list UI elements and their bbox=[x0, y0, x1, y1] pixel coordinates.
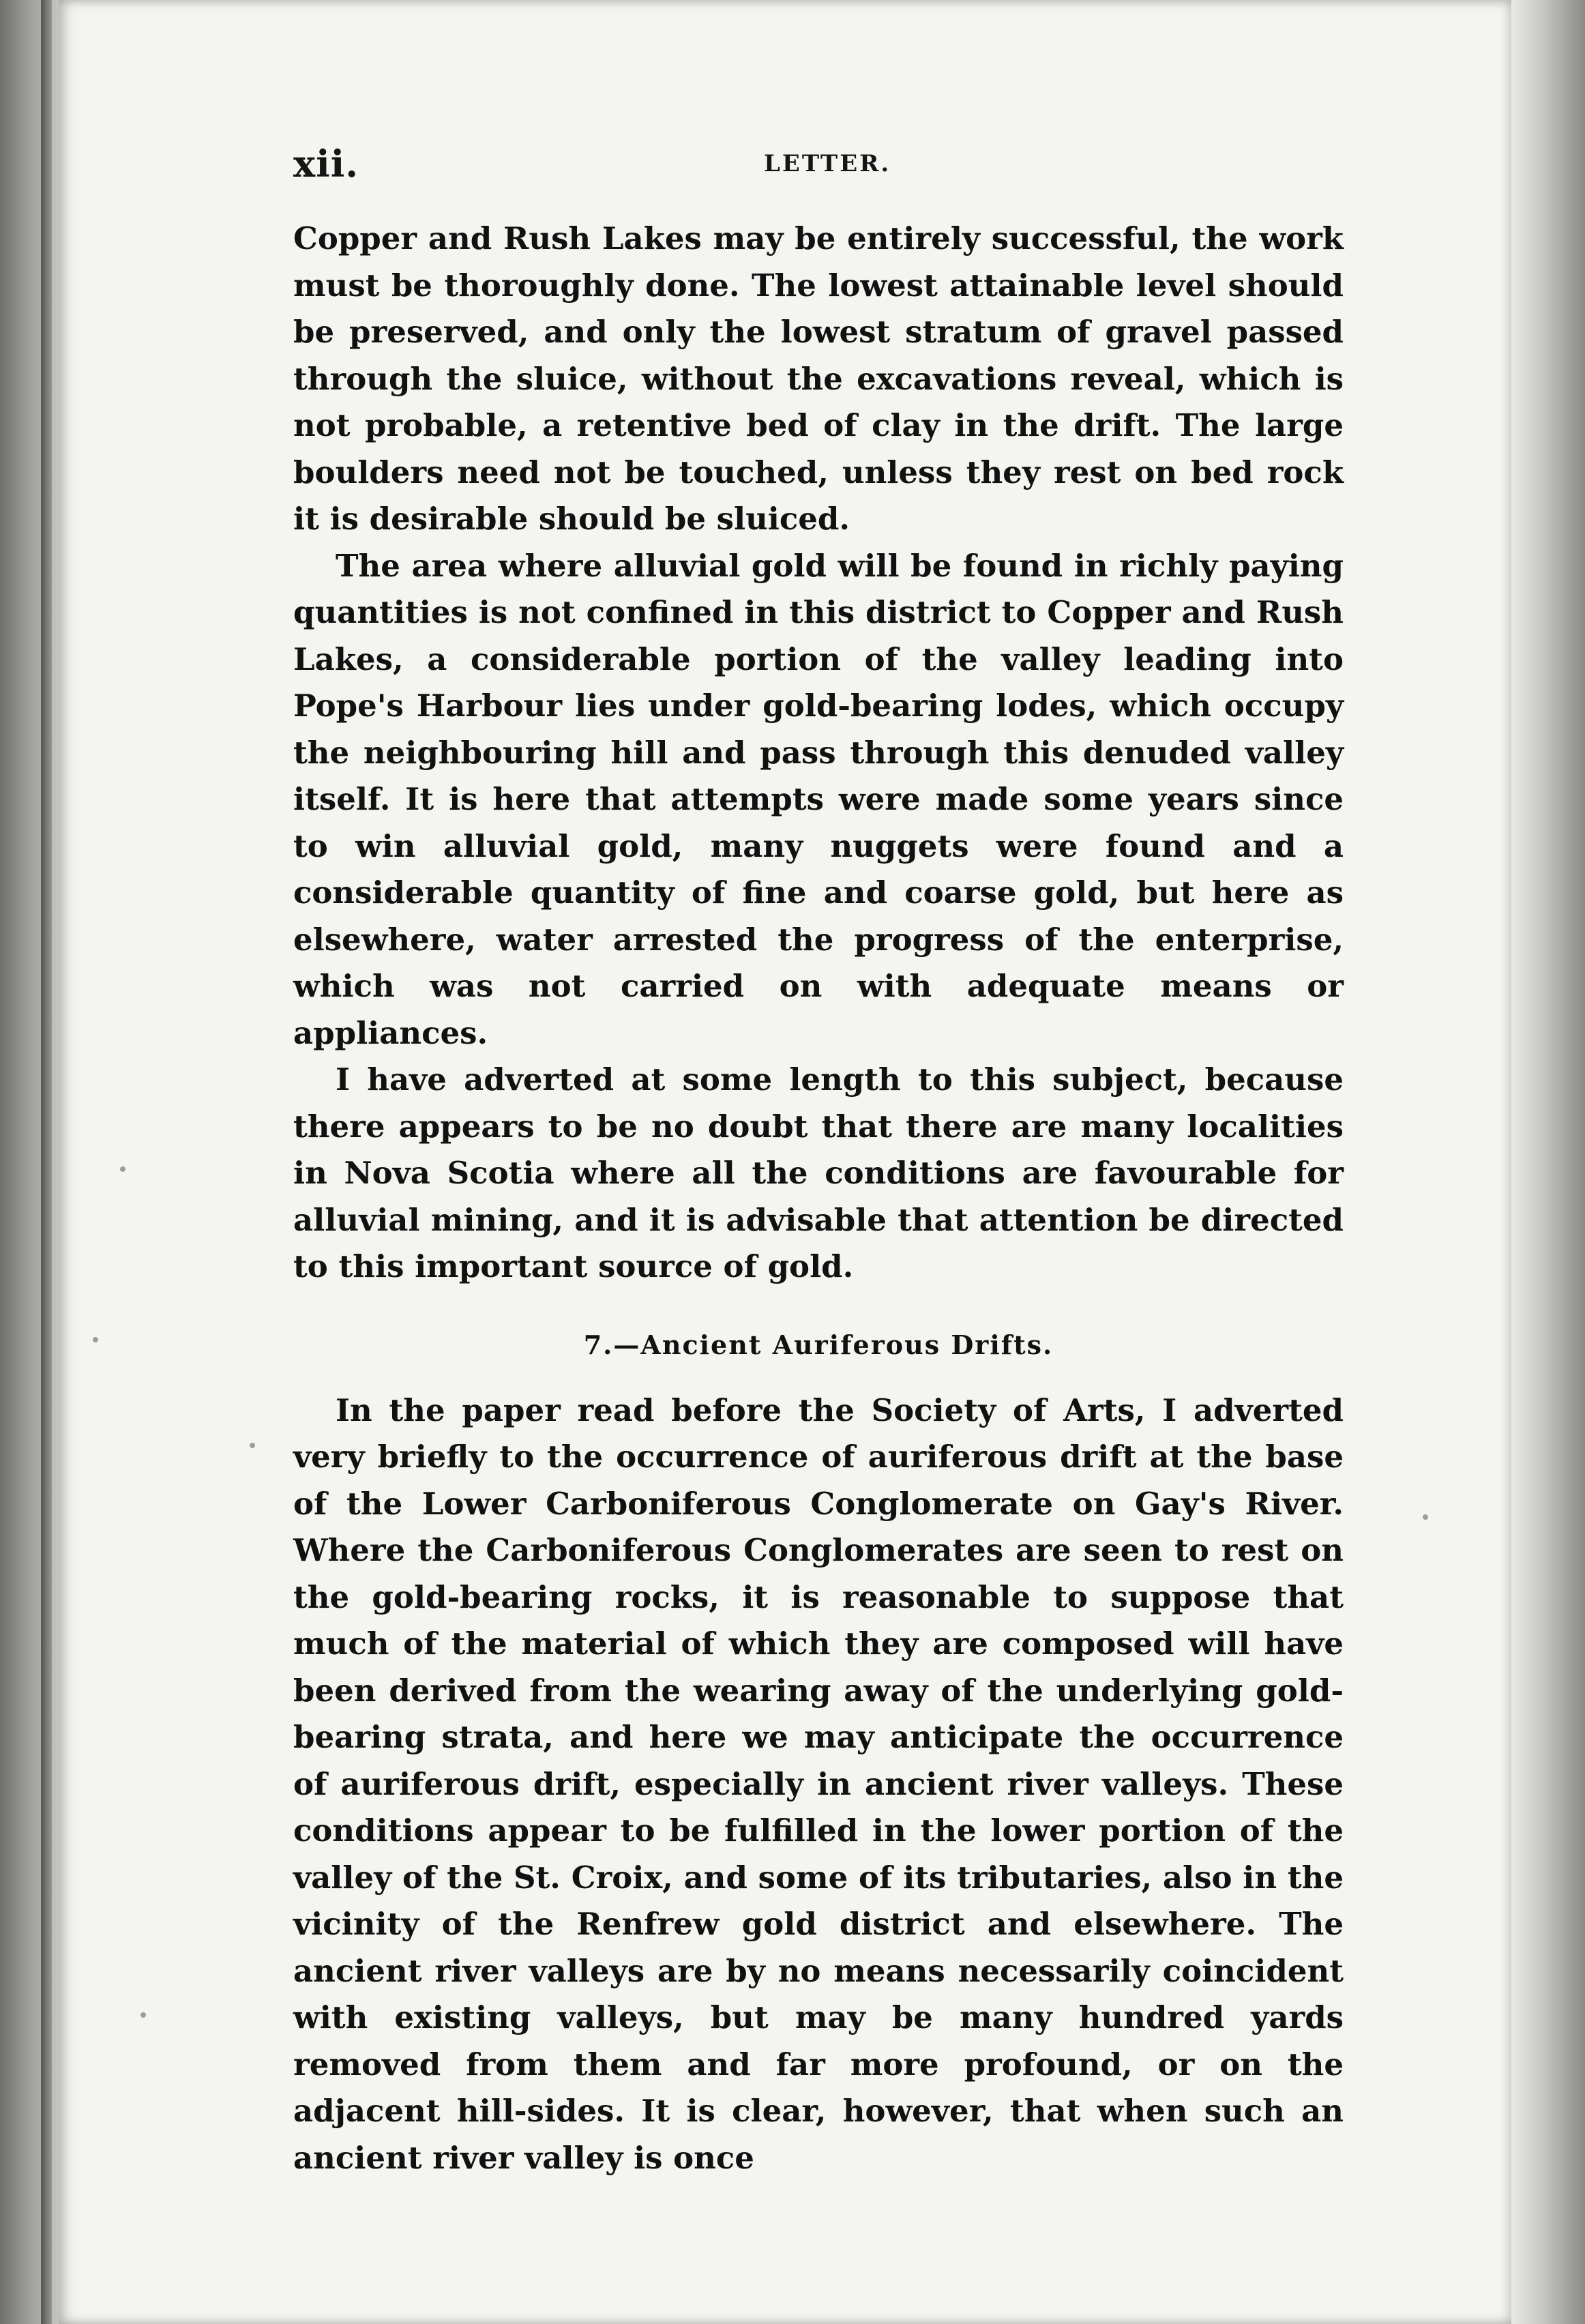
adjacent-page-edge bbox=[1511, 0, 1585, 2324]
paper-speck bbox=[1423, 1514, 1428, 1520]
paper-speck bbox=[120, 1166, 125, 1172]
paragraph: The area where alluvial gold will be found in richly paying quantities is not confined in this district to Copper and Rush Lakes, a considerable portion of the valley leading into Pope's Harbour lies under gold-bearing lodes, which occupy the neighbouring hill and pass through this denuded valley itself. It is here that attempts were made some years since to win alluvial gold, many nuggets were found and a considerable quantity of fine and coarse gold, but here as elsewhere, water arrested the progress of the enterprise, which was not carried on with adequate means or appliances. bbox=[293, 547, 1344, 1051]
text-body bbox=[293, 216, 1344, 2181]
running-head bbox=[293, 142, 1354, 190]
running-title: LETTER. bbox=[764, 150, 891, 177]
paper-speck bbox=[140, 2012, 146, 2018]
paper-speck bbox=[93, 1337, 98, 1342]
page-number: xii. bbox=[293, 142, 359, 186]
book-binding-line bbox=[41, 0, 52, 2324]
paragraph: In the paper read before the Society of Arts, I adverted very briefly to the occurrence of auriferous drift at the base of the Lower Carboniferous Conglomerate on Gay's River. Where the Carboniferous Conglomerates are seen to rest on the gold-bearing rocks, it is reasonable to suppose that much of the material of which they are composed will have been derived from the wearing away of the underlying gold-bearing strata, and here we may anticipate the occurrence of auriferous drift, especially in ancient river valleys. These conditions appear to be fulfilled in the lower portion of the valley of the St. Croix, and some of its tributaries, also in the vicinity of the Renfrew gold district and elsewhere. The ancient river valleys are by no means necessarily coincident with existing valleys, but may be many hundred yards removed from them and far more profound, or on the adjacent hill-sides. It is clear, however, that when such an ancient river valley is once bbox=[293, 1392, 1344, 2176]
section-heading: 7.—Ancient Auriferous Drifts. bbox=[583, 1329, 1054, 1360]
paragraph-continued: Copper and Rush Lakes may be entirely successful, the work must be thoroughly done. The lowest attainable level should be preserved, and only the lowest stratum of gravel passed through the sluice, without the excavations reveal, which is not probable, a retentive bed of clay in the drift. The large boulders need not be touched, unless they rest on bed rock it is desirable should be sluiced. bbox=[293, 220, 1344, 537]
paragraph: I have adverted at some length to this subject, because there appears to be no doubt that there are many localities in Nova Scotia where all the conditions are favourable for alluvial mining, and it is advisable that attention be directed to this important source of gold. bbox=[293, 1061, 1344, 1284]
paper-speck bbox=[250, 1443, 255, 1448]
